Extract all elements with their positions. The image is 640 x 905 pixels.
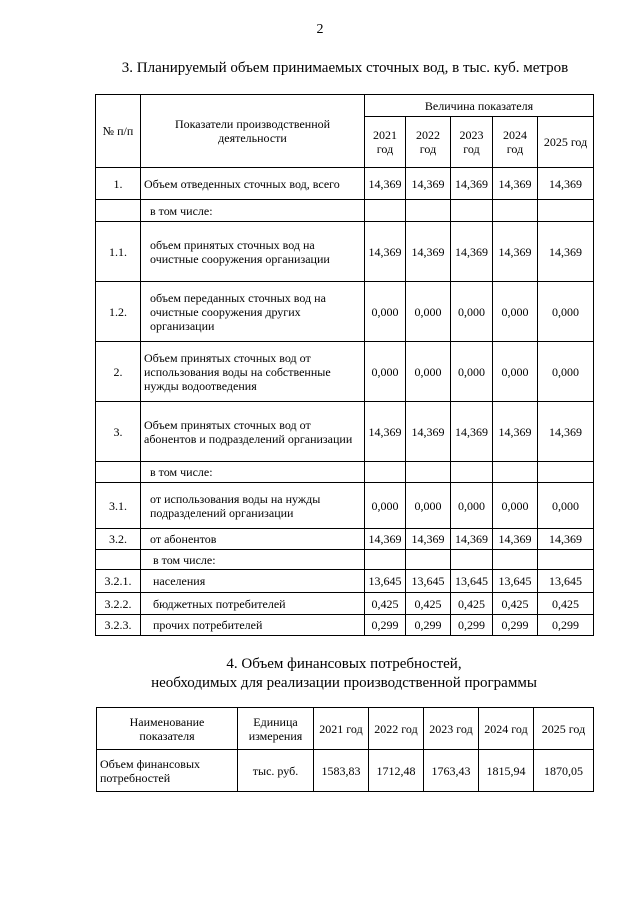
row-value: [538, 550, 594, 570]
row-value: 14,369: [365, 402, 406, 462]
row-value: 14,369: [451, 168, 493, 200]
row-value: 1583,83: [314, 750, 369, 792]
row-value: 14,369: [493, 168, 538, 200]
row-num: 2.: [96, 342, 141, 402]
row-label: Объем финансовых потребностей: [97, 750, 238, 792]
table-row: [96, 593, 594, 615]
header-year: 2024 год: [479, 708, 534, 750]
header-year: 2022 год: [369, 708, 424, 750]
row-value: 13,645: [406, 570, 451, 593]
header-year: 2023 год: [424, 708, 479, 750]
row-value: 0,000: [538, 282, 594, 342]
row-label: Объем принятых сточных вод от абонентов и подразделений организации: [141, 402, 365, 462]
header-year: 2024 год: [493, 117, 538, 168]
row-num: 1.1.: [96, 222, 141, 282]
header-year: 2025 год: [538, 117, 594, 168]
row-value: 0,000: [493, 483, 538, 529]
table-row: [96, 529, 594, 550]
row-value: [365, 200, 406, 222]
header-num: № п/п: [96, 95, 141, 168]
row-value: 14,369: [365, 168, 406, 200]
row-label: Объем отведенных сточных вод, всего: [141, 168, 365, 200]
row-value: 13,645: [451, 570, 493, 593]
row-value: 0,000: [365, 342, 406, 402]
row-num: [96, 200, 141, 222]
row-value: 0,000: [493, 282, 538, 342]
row-value: 0,000: [406, 342, 451, 402]
header-unit: Единица измерения: [238, 708, 314, 750]
row-value: 0,000: [365, 282, 406, 342]
row-value: 0,299: [365, 615, 406, 636]
row-label: Объем принятых сточных вод от использования воды на собственные нужды водоотведения: [141, 342, 365, 402]
row-value: [451, 462, 493, 483]
table-row: [96, 282, 594, 342]
table-row: [97, 750, 594, 792]
row-value: 0,425: [406, 593, 451, 615]
row-value: [365, 550, 406, 570]
row-label: от использования воды на нужды подразделений организации: [141, 483, 365, 529]
page-number: 2: [316, 22, 324, 37]
row-value: 0,000: [406, 483, 451, 529]
row-value: 13,645: [493, 570, 538, 593]
row-value: 0,000: [365, 483, 406, 529]
row-value: [406, 550, 451, 570]
row-value: [493, 550, 538, 570]
row-label: прочих потребителей: [141, 615, 365, 636]
row-value: 0,299: [538, 615, 594, 636]
row-value: [365, 462, 406, 483]
header-year: 2023 год: [451, 117, 493, 168]
row-value: 13,645: [365, 570, 406, 593]
header-value-group: Величина показателя: [365, 95, 594, 117]
table-row: [96, 342, 594, 402]
row-label: населения: [141, 570, 365, 593]
row-value: [538, 462, 594, 483]
row-value: [493, 462, 538, 483]
row-value: 0,425: [451, 593, 493, 615]
row-value: 1870,05: [534, 750, 594, 792]
row-num: 3.: [96, 402, 141, 462]
row-num: 3.2.: [96, 529, 141, 550]
table-row: [96, 200, 594, 222]
row-value: [538, 200, 594, 222]
row-value: [451, 200, 493, 222]
row-value: 0,000: [451, 342, 493, 402]
row-value: 0,425: [493, 593, 538, 615]
row-num: [96, 462, 141, 483]
row-value: 14,369: [493, 402, 538, 462]
header-year: 2022 год: [406, 117, 451, 168]
row-value: 0,000: [538, 483, 594, 529]
row-num: 3.2.2.: [96, 593, 141, 615]
row-value: 14,369: [451, 529, 493, 550]
row-label: бюджетных потребителей: [141, 593, 365, 615]
row-value: [493, 200, 538, 222]
row-label: в том числе:: [141, 550, 365, 570]
row-value: 0,000: [538, 342, 594, 402]
section-3-title: 3. Планируемый объем принимаемых сточных вод, в тыс. куб. метров: [121, 60, 569, 76]
row-unit: тыс. руб.: [238, 750, 314, 792]
row-value: 1815,94: [479, 750, 534, 792]
table-row: [96, 550, 594, 570]
wastewater-volume-table: [95, 94, 594, 636]
row-num: 3.1.: [96, 483, 141, 529]
row-value: 14,369: [538, 402, 594, 462]
header-name: Наименование показателя: [97, 708, 238, 750]
row-value: 0,000: [406, 282, 451, 342]
row-value: 14,369: [451, 222, 493, 282]
section-4-title: [95, 655, 593, 693]
table-row: [96, 570, 594, 593]
row-value: [406, 462, 451, 483]
table-row: [96, 615, 594, 636]
row-value: [451, 550, 493, 570]
row-value: 0,000: [451, 483, 493, 529]
row-num: 1.: [96, 168, 141, 200]
row-value: 14,369: [406, 168, 451, 200]
row-label: в том числе:: [141, 200, 365, 222]
row-num: 3.2.3.: [96, 615, 141, 636]
row-value: [406, 200, 451, 222]
row-label: объем принятых сточных вод на очистные сооружения организации: [141, 222, 365, 282]
row-value: 0,425: [538, 593, 594, 615]
financial-needs-table: [96, 707, 594, 792]
row-value: 14,369: [451, 402, 493, 462]
header-year: 2021 год: [365, 117, 406, 168]
row-num: 1.2.: [96, 282, 141, 342]
row-value: 0,000: [493, 342, 538, 402]
header-indicator: Показатели производственной деятельности: [141, 95, 365, 168]
row-value: 0,299: [451, 615, 493, 636]
row-value: 14,369: [538, 529, 594, 550]
section-4-title-line2: необходимых для реализации производственной программы: [151, 675, 537, 691]
row-value: 0,299: [406, 615, 451, 636]
row-value: 13,645: [538, 570, 594, 593]
row-label: от абонентов: [141, 529, 365, 550]
row-value: 0,299: [493, 615, 538, 636]
row-num: 3.2.1.: [96, 570, 141, 593]
row-value: 1712,48: [369, 750, 424, 792]
row-value: 14,369: [493, 529, 538, 550]
row-value: 14,369: [406, 222, 451, 282]
table-row: [96, 483, 594, 529]
table-row: [96, 462, 594, 483]
row-label: в том числе:: [141, 462, 365, 483]
table-row: [96, 168, 594, 200]
section-4-title-line1: 4. Объем финансовых потребностей,: [226, 656, 462, 672]
row-value: 14,369: [538, 222, 594, 282]
row-value: 0,000: [451, 282, 493, 342]
row-value: 14,369: [538, 168, 594, 200]
row-value: 0,425: [365, 593, 406, 615]
table-row: [96, 222, 594, 282]
row-value: 1763,43: [424, 750, 479, 792]
row-value: 14,369: [365, 529, 406, 550]
table-row: [96, 402, 594, 462]
row-value: 14,369: [406, 529, 451, 550]
header-year: 2021 год: [314, 708, 369, 750]
row-value: 14,369: [406, 402, 451, 462]
row-label: объем переданных сточных вод на очистные сооружения других организации: [141, 282, 365, 342]
row-num: [96, 550, 141, 570]
row-value: 14,369: [493, 222, 538, 282]
row-value: 14,369: [365, 222, 406, 282]
header-year: 2025 год: [534, 708, 594, 750]
